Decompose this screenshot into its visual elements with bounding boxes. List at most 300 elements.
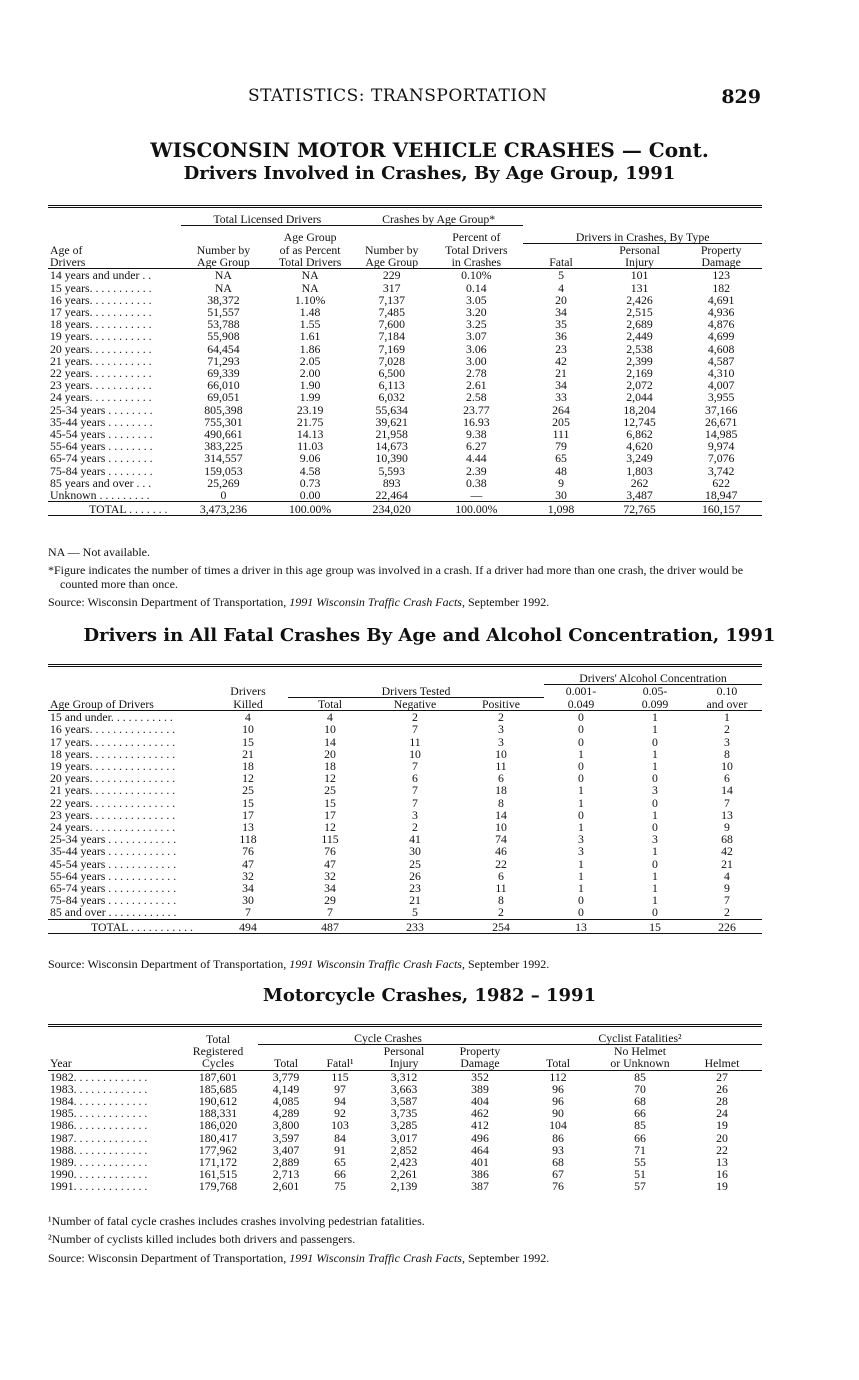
table-cell: 17: [324, 807, 336, 822]
table-cell: 37,166: [704, 402, 738, 417]
col-header-line: Age Group: [181, 256, 267, 269]
table-cell: 6,500: [378, 365, 405, 380]
section3-title: Motorcycle Crashes, 1982 – 1991: [262, 985, 597, 1006]
row-label: 25-34 years . . . . . . . .: [50, 402, 153, 417]
table-row: [48, 318, 762, 330]
table-row: [48, 330, 762, 342]
table-cell: 21: [409, 893, 421, 908]
row-label: 45-54 years . . . . . . . .: [50, 426, 153, 441]
table-cell: 401: [471, 1155, 489, 1170]
table-cell: 3: [498, 722, 504, 737]
table-cell: 4,691: [707, 292, 735, 307]
source-note: [48, 957, 762, 971]
table-cell: 76: [242, 844, 254, 859]
table-cell: 25: [409, 856, 421, 871]
note-na: NA — Not available.: [48, 545, 150, 559]
total-cell: 254: [458, 919, 544, 933]
table-cell: 3: [578, 832, 584, 847]
table-cell: 115: [321, 832, 339, 847]
table-cell: 11.03: [297, 439, 324, 454]
table-cell: 3,407: [272, 1142, 300, 1157]
total-cell: 100.00%: [266, 502, 354, 516]
table-row: [48, 1132, 762, 1144]
source-prefix: Source: Wisconsin Department of Transportation,: [48, 957, 290, 971]
table-cell: 67: [552, 1167, 564, 1182]
section2-title: Drivers in All Fatal Crashes By Age and Alcohol Concentration, 1991: [83, 625, 776, 646]
table-row: [48, 294, 762, 306]
table-cell: 94: [334, 1094, 346, 1109]
table-cell: 2,423: [390, 1155, 418, 1170]
table-cell: 314,557: [204, 451, 243, 466]
table-cell: 8: [498, 893, 504, 908]
table-cell: 22,464: [375, 487, 408, 502]
table-cell: 893: [382, 475, 401, 490]
row-label: 1983. . . . . . . . . . . . .: [50, 1081, 148, 1096]
row-label: 19 years. . . . . . . . . . .: [50, 329, 152, 344]
table-cell: 29: [324, 893, 336, 908]
row-label: 35-44 years . . . . . . . . . . . .: [50, 844, 177, 859]
table-cell: 2: [412, 819, 418, 834]
table-cell: 1.61: [299, 329, 321, 344]
source-note: [48, 595, 762, 609]
table-cell: 4,587: [707, 353, 735, 368]
table-cell: 42: [555, 353, 567, 368]
table-row: [48, 282, 762, 294]
table-cell: 55,634: [375, 402, 408, 417]
col-header-line: Registered: [192, 1044, 244, 1059]
table-cell: 462: [471, 1106, 489, 1121]
running-title: STATISTICS: TRANSPORTATION: [248, 86, 548, 106]
table-cell: 22: [716, 1142, 728, 1157]
table-cell: 26: [409, 868, 421, 883]
row-label: 20 years. . . . . . . . . . .: [50, 341, 152, 356]
table-cell: 1: [578, 868, 584, 883]
table-cell: 4,936: [707, 304, 735, 319]
table-cell: 264: [552, 402, 570, 417]
row-label: 35-44 years . . . . . . . .: [50, 414, 153, 429]
table-cell: 47: [324, 856, 336, 871]
table-cell: 2: [724, 722, 730, 737]
table-cell: 2,889: [272, 1155, 300, 1170]
row-label: 18 years. . . . . . . . . . . . . . .: [50, 746, 176, 761]
table-cell: 1: [652, 844, 658, 859]
table-cell: 66: [334, 1167, 346, 1182]
table-cell: 17: [242, 807, 254, 822]
table-cell: 0.14: [466, 280, 487, 295]
col-header-line: Total: [205, 1031, 231, 1046]
table-cell: 2,601: [272, 1179, 300, 1194]
total-row: [48, 919, 762, 933]
source-prefix: Source: Wisconsin Department of Transportation,: [48, 1251, 290, 1265]
row-label: 1982. . . . . . . . . . . . .: [50, 1069, 148, 1084]
table-cell: 18: [495, 783, 507, 798]
table-cell: 34: [242, 880, 254, 895]
table-cell: 30: [242, 893, 254, 908]
section1-title: WISCONSIN MOTOR VEHICLE CRASHES — Cont.: [150, 138, 709, 162]
table-cell: 69,051: [207, 390, 240, 405]
col-header-line: Property: [459, 1044, 501, 1059]
table-cell: 2.61: [466, 378, 487, 393]
col-header-line: Age of: [50, 242, 83, 257]
table-cell: 32: [242, 868, 254, 883]
row-label: 24 years. . . . . . . . . . .: [50, 390, 152, 405]
col-header-line: 0.05-: [642, 684, 668, 699]
table-cell: 9.06: [299, 451, 321, 466]
row-label: 1984. . . . . . . . . . . . .: [50, 1094, 148, 1109]
table-cell: 9.38: [466, 426, 487, 441]
table-cell: 0: [578, 771, 584, 786]
table-cell: 0: [652, 795, 658, 810]
table-cell: 10,390: [375, 451, 408, 466]
table-cell: 68: [721, 832, 733, 847]
table-cell: 2: [498, 710, 504, 725]
table-cell: 1,803: [626, 463, 653, 478]
table-cell: 5,593: [378, 463, 405, 478]
table-cell: 19: [716, 1118, 728, 1133]
table-cell: 10: [409, 746, 421, 761]
group-header-alcohol: Drivers' Alcohol Concentration: [544, 666, 762, 685]
table-cell: 6,862: [626, 426, 653, 441]
col-header-line: Negative: [372, 697, 458, 710]
total-cell: 160,157: [680, 502, 762, 516]
table-cell: 7: [724, 893, 730, 908]
table-cell: 131: [630, 280, 649, 295]
row-label: 85 and over . . . . . . . . . . . .: [50, 905, 177, 920]
table-cell: 4: [724, 868, 730, 883]
col-header-line: Age Group: [354, 256, 429, 269]
row-label: 1990. . . . . . . . . . . . .: [50, 1167, 148, 1182]
total-cell: 226: [692, 919, 762, 933]
table-cell: 7,485: [378, 304, 405, 319]
table-cell: 0.00: [299, 487, 321, 502]
table-row: [48, 379, 762, 391]
table-cell: 3: [724, 734, 730, 749]
table-cell: 2,713: [272, 1167, 300, 1182]
table-cell: 161,515: [198, 1167, 238, 1182]
col-header-line: 0.049: [544, 697, 618, 710]
table-cell: 76: [324, 844, 336, 859]
table-cell: 0: [652, 905, 658, 920]
col-header-line: 0.10: [716, 684, 738, 699]
table-cell: 1: [652, 746, 658, 761]
row-label: 55-64 years . . . . . . . . . . . .: [50, 868, 177, 883]
row-label: 18 years. . . . . . . . . . .: [50, 317, 152, 332]
table-cell: 0: [220, 487, 227, 502]
table-cell: 32: [324, 868, 336, 883]
row-label: 21 years. . . . . . . . . . . . . . .: [50, 783, 176, 798]
table-cell: 755,301: [204, 414, 243, 429]
total-cell: 100.00%: [429, 502, 523, 516]
table-cell: 171,172: [198, 1155, 238, 1170]
row-label: 1987. . . . . . . . . . . . .: [50, 1130, 148, 1145]
table-cell: 0: [578, 807, 584, 822]
table-cell: 188,331: [198, 1106, 238, 1121]
table-cell: 28: [716, 1094, 728, 1109]
table-row: [48, 465, 762, 477]
source-suffix: , September 1992.: [461, 595, 550, 609]
table-cell: 23.77: [463, 402, 490, 417]
row-label: 14 years and under . .: [50, 268, 152, 283]
table-cell: 20: [555, 292, 567, 307]
table-cell: 86: [552, 1130, 564, 1145]
table-cell: 10: [324, 722, 336, 737]
table-cell: 2,044: [626, 390, 653, 405]
table-cell: 3,312: [390, 1069, 418, 1084]
table-cell: 1: [578, 795, 584, 810]
table-cell: 16.93: [463, 414, 490, 429]
table-cell: 0: [652, 734, 658, 749]
group-header-fatalities: Cyclist Fatalities²: [518, 1026, 762, 1045]
table-cell: 4,699: [707, 329, 735, 344]
table-cell: 177,962: [198, 1142, 238, 1157]
row-label: 15 and under. . . . . . . . . . .: [50, 710, 173, 725]
table-cell: 179,768: [198, 1179, 238, 1194]
col-header-line: Drivers: [48, 256, 181, 269]
table-cell: 68: [552, 1155, 564, 1170]
total-cell: 3,473,236: [181, 502, 267, 516]
table-body: [48, 269, 762, 516]
col-header-line: Total: [258, 1057, 314, 1070]
table-row: [48, 858, 762, 870]
table-cell: 104: [549, 1118, 567, 1133]
row-label: 65-74 years . . . . . . . . . . . .: [50, 880, 177, 895]
table-cell: 10: [721, 758, 733, 773]
table-row: [48, 784, 762, 796]
col-header-line: Damage: [680, 256, 762, 269]
col-header-line: Age Group: [283, 230, 337, 245]
col-header-line: of as Percent: [279, 242, 341, 257]
table-cell: 3,779: [272, 1069, 300, 1084]
table-cell: 1: [652, 868, 658, 883]
table-row: [48, 343, 762, 355]
col-header-line: Personal: [619, 242, 660, 257]
table-cell: 51,557: [207, 304, 240, 319]
table-cell: 0: [652, 819, 658, 834]
table-cell: 4: [327, 710, 333, 725]
table-cell: 47: [242, 856, 254, 871]
table-cell: 1: [578, 746, 584, 761]
table-cell: 14,673: [375, 439, 408, 454]
table-cell: 805,398: [204, 402, 243, 417]
table-cell: 7: [412, 783, 418, 798]
source-title: 1991 Wisconsin Traffic Crash Facts: [289, 595, 462, 609]
col-header-line: Total: [518, 1057, 598, 1070]
total-cell: 1,098: [523, 502, 598, 516]
table-cell: 57: [634, 1179, 646, 1194]
table-cell: 190,612: [198, 1094, 238, 1109]
table-cell: 4,310: [707, 365, 735, 380]
table-cell: 3.00: [466, 353, 487, 368]
col-header-line: Drivers: [230, 684, 266, 699]
col-header-line: Fatal¹: [314, 1057, 366, 1070]
table-cell: 3,587: [390, 1094, 418, 1109]
table-cell: 1: [652, 758, 658, 773]
table-cell: 3,735: [390, 1106, 418, 1121]
group-header-cycle: Cycle Crashes: [258, 1026, 518, 1045]
source-note: [48, 1251, 762, 1265]
table-cell: 26: [716, 1081, 728, 1096]
table-cell: 25,269: [207, 475, 240, 490]
row-label: 75-84 years . . . . . . . .: [50, 463, 153, 478]
table-cell: 55: [634, 1155, 646, 1170]
table-row: [48, 845, 762, 857]
table-cell: 12: [324, 771, 336, 786]
table-cell: 1: [578, 783, 584, 798]
table-row: [48, 306, 762, 318]
total-cell: 234,020: [354, 502, 429, 516]
table-cell: 103: [331, 1118, 349, 1133]
table-cell: 16: [716, 1167, 728, 1182]
col-header-line: Helmet: [682, 1057, 762, 1070]
table-cell: 0.10%: [461, 268, 492, 283]
table-cell: 25: [242, 783, 254, 798]
table-cell: 65: [334, 1155, 346, 1170]
total-cell: 487: [288, 919, 372, 933]
row-label: 20 years. . . . . . . . . . . . . . .: [50, 771, 176, 786]
row-label: 23 years. . . . . . . . . . . . . . .: [50, 807, 176, 822]
total-cell: 233: [372, 919, 458, 933]
source-title: 1991 Wisconsin Traffic Crash Facts: [289, 1251, 462, 1265]
col-header-line: Total Drivers: [266, 256, 354, 269]
table-cell: 12,745: [623, 414, 656, 429]
table-cell: 35: [555, 317, 567, 332]
table-cell: 3.25: [466, 317, 487, 332]
table-cell: NA: [301, 268, 319, 283]
table-cell: 2,515: [626, 304, 653, 319]
table-cell: 2,852: [390, 1142, 418, 1157]
table-cell: 186,020: [198, 1118, 238, 1133]
table-cell: 101: [630, 268, 649, 283]
table-cell: 66,010: [207, 378, 240, 393]
col-header-line: Injury: [366, 1057, 442, 1070]
table-cell: 12: [242, 771, 254, 786]
table-row: [48, 391, 762, 403]
table-cell: 2,689: [626, 317, 653, 332]
table-cell: 187,601: [198, 1069, 238, 1084]
table-cell: 3,800: [272, 1118, 300, 1133]
table-cell: 4: [558, 280, 564, 295]
table-cell: 30: [555, 487, 567, 502]
table-cell: 6: [724, 771, 730, 786]
row-label: 1989. . . . . . . . . . . . .: [50, 1155, 148, 1170]
total-cell: 72,765: [599, 502, 681, 516]
table-cell: 2,538: [626, 341, 653, 356]
table-cell: 0: [578, 710, 584, 725]
table-cell: 10: [242, 722, 254, 737]
table-cell: 159,053: [204, 463, 243, 478]
table-cell: 3.06: [466, 341, 487, 356]
table-cell: 1.55: [299, 317, 321, 332]
row-label: 16 years. . . . . . . . . . .: [50, 292, 152, 307]
col-header-line: Property: [700, 242, 742, 257]
table-cell: 92: [334, 1106, 346, 1121]
table-cell: 622: [712, 475, 731, 490]
table-cell: 0: [578, 893, 584, 908]
table-cell: 118: [239, 832, 257, 847]
table-cell: 2,072: [626, 378, 653, 393]
table-cell: 1: [652, 710, 658, 725]
table-cell: 387: [471, 1179, 489, 1194]
total-cell: 15: [618, 919, 692, 933]
table-cell: 1: [652, 880, 658, 895]
table-cell: 6: [412, 771, 418, 786]
table-cell: 71,293: [207, 353, 240, 368]
col-header-line: 0.001-: [565, 684, 597, 699]
table-cell: 6,113: [378, 378, 405, 393]
table-cell: 71: [634, 1142, 646, 1157]
table-cell: 4,289: [272, 1106, 300, 1121]
row-label: 65-74 years . . . . . . . .: [50, 451, 153, 466]
table-cell: 6,032: [378, 390, 405, 405]
table-cell: 20: [324, 746, 336, 761]
table-cell: 3: [652, 832, 658, 847]
table-cell: 1.99: [299, 390, 321, 405]
table-cell: 352: [471, 1069, 489, 1084]
table-cell: 85: [634, 1069, 646, 1084]
table-cell: 1.90: [299, 378, 321, 393]
col-header-line: Damage: [442, 1057, 518, 1070]
section1-subtitle: Drivers Involved in Crashes, By Age Group, 1991: [183, 163, 676, 184]
table-cell: —: [470, 487, 483, 502]
total-label: TOTAL . . . . . . .: [48, 502, 181, 516]
table-cell: 79: [555, 439, 567, 454]
table-cell: 182: [712, 280, 731, 295]
table-cell: 18: [324, 758, 336, 773]
row-label: 1988. . . . . . . . . . . . .: [50, 1142, 148, 1157]
table-row: [48, 736, 762, 748]
table-cell: 23: [555, 341, 567, 356]
table-cell: 3: [498, 734, 504, 749]
table-cell: 7,184: [378, 329, 405, 344]
table-cell: 3: [578, 844, 584, 859]
table-cell: 386: [471, 1167, 489, 1182]
table-row: [48, 906, 762, 919]
table-cell: 496: [471, 1130, 489, 1145]
table-cell: 1: [652, 722, 658, 737]
row-label: 23 years. . . . . . . . . . .: [50, 378, 152, 393]
table-cell: 25: [324, 783, 336, 798]
table-cell: 7: [412, 722, 418, 737]
col-header-line: Fatal: [523, 256, 598, 269]
table-cell: 3: [652, 783, 658, 798]
table-body: [48, 711, 762, 934]
table-cell: 24: [716, 1106, 728, 1121]
table-cell: 97: [334, 1081, 346, 1096]
table-cell: 13: [721, 807, 733, 822]
table-cell: 38,372: [207, 292, 240, 307]
table-cell: 5: [558, 268, 564, 283]
table-cell: 18: [242, 758, 254, 773]
table-cell: 21: [555, 365, 567, 380]
col-header-line: 0.099: [618, 697, 692, 710]
table-cell: 76: [552, 1179, 564, 1194]
table-cell: 0: [652, 856, 658, 871]
row-label: 17 years. . . . . . . . . . . . . . .: [50, 734, 176, 749]
col-header-line: No Helmet: [613, 1044, 667, 1059]
table-cell: 10: [495, 819, 507, 834]
table-cell: 3,742: [707, 463, 735, 478]
table-cell: 3,249: [626, 451, 653, 466]
table-cell: 68: [634, 1094, 646, 1109]
table-cell: 0.73: [299, 475, 321, 490]
table-cell: 11: [409, 734, 421, 749]
table-cell: 0: [578, 758, 584, 773]
table-cell: 2,261: [390, 1167, 418, 1182]
table-cell: 18,204: [623, 402, 656, 417]
source-title: 1991 Wisconsin Traffic Crash Facts: [289, 957, 462, 971]
table-cell: 1.10%: [294, 292, 326, 307]
table-cell: 2,139: [390, 1179, 418, 1194]
